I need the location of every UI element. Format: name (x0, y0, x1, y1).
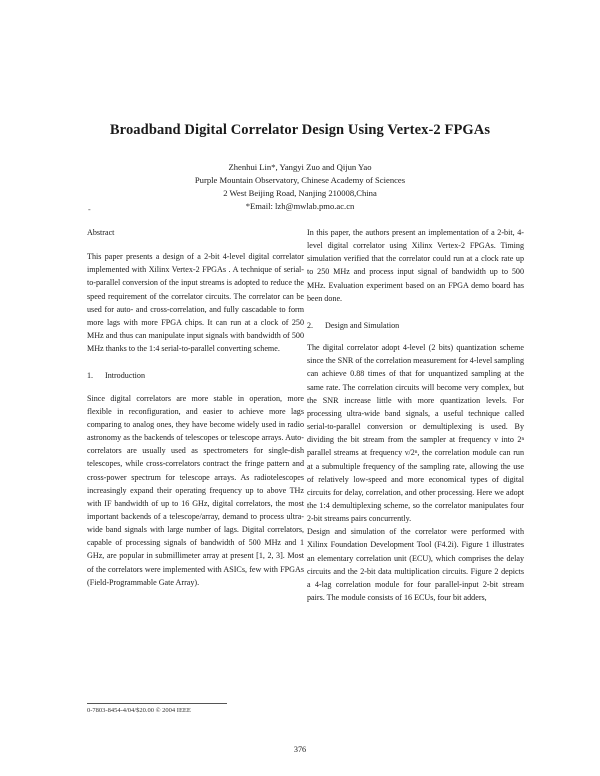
abstract-heading: Abstract (87, 228, 115, 237)
design-title: Design and Simulation (325, 320, 400, 330)
design-text-2: Design and simulation of the correlator were performed with Xilinx Foundation Development Tool (F4.2i). Figure 1 illustrates an elementary correlation unit (ECU), which comprises the delay circuits and the 2-bit data multiplication circuits. Figure 2 depicts a 4-lag correlation module for four parallel-input 2-bit stream pairs. The module consists of 16 ECUs, four bit adders, (307, 527, 524, 603)
design-number: 2. (307, 320, 314, 330)
design-text: The digital correlator adopt 4-level (2 bits) quantization scheme since the SNR of the correlation measurement for 4-level sampling can achieve 0.88 times of that for unquantized sampling at the same rate. The correlation circuits will become very complex, but the SNR increase little with more quantization levels. For processing ultra-wide band signals, a useful technique called serial-to-parallel conversion or demultiplexing is used. By dividing the bit stream from the sampler at frequency ν into 2ⁿ parallel streams at frequency ν/2ⁿ, the correlation module can run at a submultiple frequency of the sampling rate, allowing the use of relatively low-speed and more economical types of digital circuits for delay, correlation, and other processing. Here we adopt the 1:4 demultiplexing scheme, so the correlator manipulates four 2-bit streams pairs concurrently. (307, 343, 524, 524)
intro-continued-text: In this paper, the authors present an implementation of a 2-bit, 4-level digital correlator using Xilinx Vertex-2 FPGAs. Timing simulation verified that the correlator could run at a clock rate up to 250 MHz and process input signal of bandwidth up to 500 MHz. Evaluation experiment based on an FPGA demo board has been done. (307, 228, 524, 303)
intro-text: Since digital correlators are more stable in operation, more flexible in reconfiguration, and easier to achieve more lags comparing to analog ones, they have become widely used in radio astronomy as the backends of telescopes or telescope arrays. Auto-correlators are usually used as spectrometers for single-dish telescopes, while cross-correlators contract the fringe pattern and cross-power spectrum for telescope arrays. As radiotelescopes increasingly expand their operating frequency up to above THz with IF bandwidth of up to 16 GHz, digital correlators, the most important backends of a telescope/array, demand to process ultra-wide band signals with large number of lags. Digital correlators, capable of processing signals of bandwidth of 500 MHz and 1 GHz, are popular in submillimeter array at present [1, 2, 3]. Most of the correlators were implemented with ASICs, few with FPGAs (Field-Programmable Gate Array). (87, 393, 304, 587)
intro-number: 1. (87, 371, 94, 381)
abstract-text: This paper presents a design of a 2-bit 4-level digital correlator implemented with Xilinx Vertex-2 FPGAs . A technique of serial-to-parallel conversion of the input streams is adopted to reduce the speed requirement of the correlator circuits. The correlator can be used for auto- and cross-correlation, and fully cascadable to form more lags with more FPGA chips. It can run at a clock of 250 MHz and thus can manipulate input signals with bandwidth of 500 MHz thanks to the 1:4 serial-to-parallel converting scheme. (87, 252, 304, 354)
left-column (87, 226, 304, 589)
copyright-footnote: 0-7803-8454-4/04/$20.00 © 2004 IEEE (87, 707, 191, 714)
email-line: *Email: lzh@mwlab.pmo.ac.cn (245, 201, 355, 211)
right-column (307, 226, 524, 604)
intro-title: Introduction (105, 371, 146, 381)
page-number: 376 (293, 745, 307, 754)
address: 2 West Beijing Road, Nanjing 210008,China (223, 188, 377, 198)
footnote-divider (87, 703, 227, 704)
author-list: Zhenhui Lin*, Yangyi Zuo and Qijun Yao (228, 162, 372, 172)
design-heading (307, 319, 524, 332)
affiliation: Purple Mountain Observatory, Chinese Academy of Sciences (194, 175, 406, 185)
paper-title: Broadband Digital Correlator Design Using Vertex-2 FPGAs (109, 122, 491, 138)
intro-heading (87, 369, 304, 382)
margin-mark: - (88, 205, 91, 214)
